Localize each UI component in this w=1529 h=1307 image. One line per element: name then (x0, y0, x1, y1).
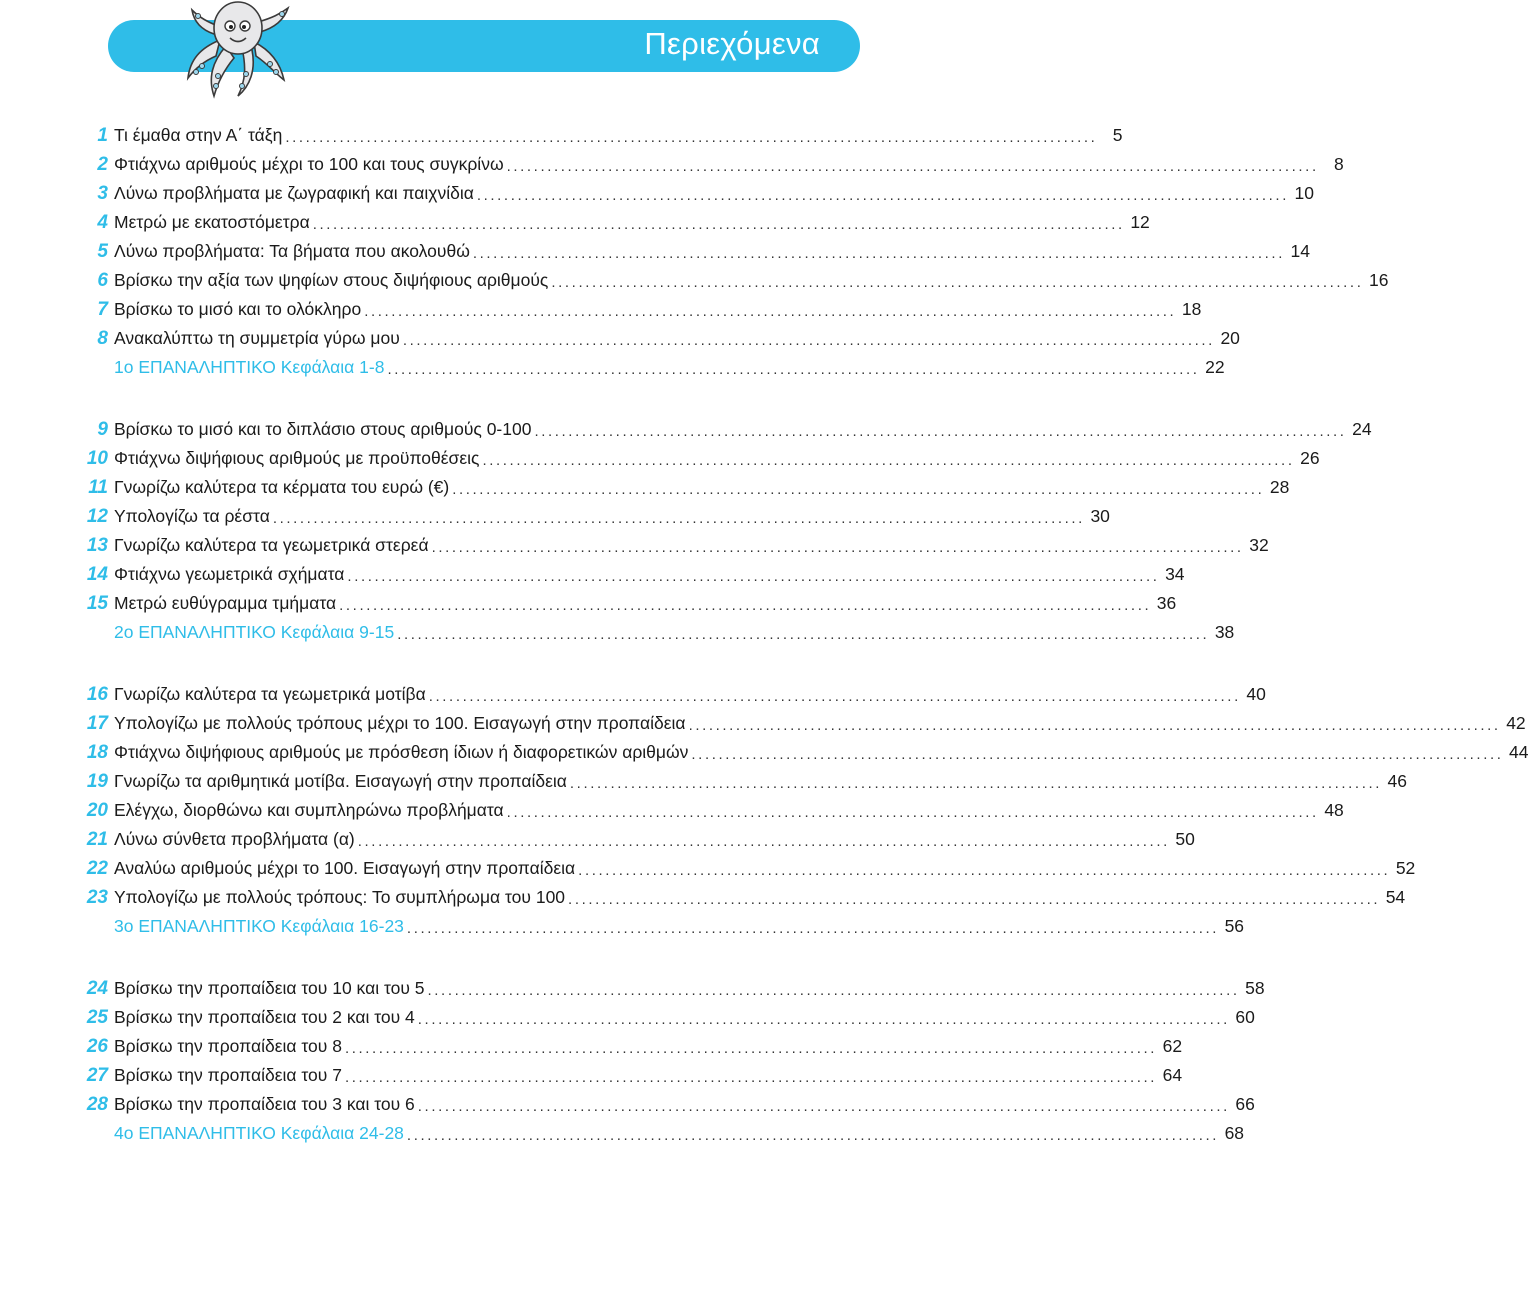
chapter-number: 11 (88, 476, 108, 498)
toc-row[interactable] (70, 150, 1344, 179)
page-number: 52 (1395, 858, 1416, 878)
dot-leader: ........................................................................................................................ (569, 775, 1383, 792)
page-number: 46 (1387, 771, 1408, 791)
dot-leader: ........................................................................................................................ (691, 746, 1504, 763)
chapter-title: Γνωρίζω καλύτερα τα κέρματα του ευρώ (€) (114, 477, 450, 497)
dot-leader: ........................................................................................................................ (285, 129, 1098, 146)
dot-leader: ........................................................................................................................ (397, 626, 1210, 643)
chapter-title: Φτιάχνω γεωμετρικά σχήματα (114, 564, 345, 584)
chapter-number: 22 (86, 857, 108, 879)
page-title: Περιεχόμενα (644, 26, 820, 61)
dot-leader: ........................................................................................................................ (427, 982, 1240, 999)
page-number: 5 (1112, 125, 1123, 145)
chapter-title: Βρίσκω την προπαίδεια του 7 (114, 1065, 342, 1085)
page-number: 24 (1352, 419, 1372, 439)
dot-leader: ........................................................................................................................ (402, 332, 1215, 349)
toc-row[interactable] (70, 502, 1110, 531)
chapter-title: Γνωρίζω καλύτερα τα γεωμετρικά στερεά (114, 535, 429, 555)
page-number: 68 (1224, 1123, 1245, 1143)
page-number: 36 (1156, 593, 1177, 613)
toc-row[interactable] (70, 295, 1202, 324)
dot-leader: ........................................................................................................................ (482, 452, 1295, 469)
dot-leader: ........................................................................................................................ (476, 187, 1289, 204)
toc-review-row[interactable] (70, 353, 1225, 382)
dot-leader: ........................................................................................................................ (506, 158, 1319, 175)
toc-row[interactable] (70, 444, 1320, 473)
toc-row[interactable] (70, 237, 1310, 266)
chapter-title: 4ο ΕΠΑΝΑΛΗΠΤΙΚΟ Κεφάλαια 24-28 (114, 1123, 404, 1143)
chapter-title: Λύνω προβλήματα: Τα βήματα που ακολουθώ (114, 241, 470, 261)
page-number: 28 (1269, 477, 1290, 497)
toc-row[interactable] (70, 738, 1529, 767)
page-number: 18 (1181, 299, 1202, 319)
page-number: 64 (1162, 1065, 1183, 1085)
chapter-number: 10 (86, 447, 108, 469)
chapter-number: 26 (86, 1035, 108, 1057)
toc-row[interactable] (70, 121, 1123, 150)
chapter-number: 23 (86, 886, 108, 908)
chapter-title: Βρίσκω την προπαίδεια του 10 και του 5 (114, 978, 425, 998)
dot-leader: ........................................................................................................................ (272, 510, 1085, 527)
dot-leader: ........................................................................................................................ (387, 361, 1200, 378)
dot-leader: ........................................................................................................................ (578, 862, 1391, 879)
toc-row[interactable] (70, 883, 1406, 912)
chapter-title: Ανακαλύπτω τη συμμετρία γύρω μου (114, 328, 400, 348)
page-number: 40 (1246, 684, 1266, 704)
chapter-number: 6 (97, 269, 108, 291)
chapter-title: Γνωρίζω καλύτερα τα γεωμετρικά μοτίβα (114, 684, 426, 704)
dot-leader: ........................................................................................................................ (534, 423, 1347, 440)
page-number: 58 (1245, 978, 1265, 998)
chapter-number: 8 (97, 327, 108, 349)
page-number: 60 (1235, 1007, 1255, 1027)
toc-review-row[interactable] (70, 912, 1245, 941)
chapter-number: 15 (86, 592, 108, 614)
dot-leader: ........................................................................................................................ (452, 481, 1265, 498)
page-number: 54 (1385, 887, 1406, 907)
chapter-title: Βρίσκω την προπαίδεια του 3 και του 6 (114, 1094, 415, 1114)
dot-leader: ........................................................................................................................ (406, 1127, 1220, 1144)
chapter-number: 19 (86, 770, 108, 792)
chapter-number: 12 (86, 505, 108, 527)
toc-row[interactable] (70, 266, 1389, 295)
dot-leader: ........................................................................................................................ (417, 1098, 1230, 1115)
toc-review-row[interactable] (70, 1119, 1245, 1148)
page-number: 50 (1175, 829, 1195, 849)
chapter-number: 1 (97, 124, 108, 146)
chapter-number: 9 (97, 418, 108, 440)
dot-leader: ........................................................................................................................ (428, 688, 1241, 705)
dot-leader: ........................................................................................................................ (347, 568, 1160, 585)
dot-leader: ........................................................................................................................ (339, 597, 1152, 614)
chapter-title: 1ο ΕΠΑΝΑΛΗΠΤΙΚΟ Κεφάλαια 1-8 (114, 357, 385, 377)
dot-leader: ........................................................................................................................ (551, 274, 1364, 291)
toc-row[interactable] (70, 1090, 1255, 1119)
chapter-number: 28 (86, 1093, 108, 1115)
dot-leader: ........................................................................................................................ (364, 303, 1177, 320)
chapter-title: Λύνω σύνθετα προβλήματα (α) (114, 829, 355, 849)
chapter-number: 20 (86, 799, 108, 821)
chapter-title: Υπολογίζω με πολλούς τρόπους: Το συμπλήρωμα του 100 (114, 887, 566, 907)
page-number: 62 (1162, 1036, 1183, 1056)
chapter-title: 2ο ΕΠΑΝΑΛΗΠΤΙΚΟ Κεφάλαια 9-15 (114, 622, 395, 642)
chapter-number: 3 (97, 182, 108, 204)
chapter-title: Λύνω προβλήματα με ζωγραφική και παιχνίδια (114, 183, 474, 203)
chapter-number: 7 (97, 298, 108, 320)
page-number: 10 (1294, 183, 1314, 203)
toc-row[interactable] (70, 208, 1150, 237)
toc-row[interactable] (70, 796, 1344, 825)
toc-row[interactable] (70, 1061, 1183, 1090)
chapter-title: Υπολογίζω με πολλούς τρόπους μέχρι το 100. Εισαγωγή στην προπαίδεια (114, 713, 686, 733)
page-number: 32 (1249, 535, 1269, 555)
chapter-number: 4 (97, 211, 108, 233)
page-number: 42 (1506, 713, 1526, 733)
chapter-number: 18 (86, 741, 108, 763)
page-number: 16 (1369, 270, 1389, 290)
page-number: 22 (1205, 357, 1225, 377)
chapter-title: 3ο ΕΠΑΝΑΛΗΠΤΙΚΟ Κεφάλαια 16-23 (114, 916, 404, 936)
chapter-number: 25 (86, 1006, 108, 1028)
chapter-number: 24 (86, 977, 108, 999)
chapter-title: Υπολογίζω τα ρέστα (114, 506, 270, 526)
chapter-title: Βρίσκω το μισό και το διπλάσιο στους αριθμούς 0-100 (114, 419, 532, 439)
chapter-number: 27 (86, 1064, 108, 1086)
chapter-title: Φτιάχνω διψήφιους αριθμούς με πρόσθεση ίδιων ή διαφορετικών αριθμών (114, 742, 689, 762)
chapter-title: Φτιάχνω διψήφιους αριθμούς με προϋποθέσεις (114, 448, 480, 468)
dot-leader: ........................................................................................................................ (506, 804, 1319, 821)
page-number: 66 (1235, 1094, 1255, 1114)
page-number: 8 (1333, 154, 1344, 174)
toc-row[interactable] (70, 974, 1265, 1003)
chapter-number: 21 (86, 828, 108, 850)
toc-row[interactable] (70, 709, 1526, 738)
dot-leader: ........................................................................................................................ (688, 717, 1501, 734)
chapter-number: 17 (86, 712, 108, 734)
page-number: 14 (1290, 241, 1310, 261)
dot-leader: ........................................................................................................................ (472, 245, 1285, 262)
chapter-title: Βρίσκω την προπαίδεια του 8 (114, 1036, 342, 1056)
page-number: 26 (1300, 448, 1320, 468)
dot-leader: ........................................................................................................................ (568, 891, 1381, 908)
page-number: 12 (1130, 212, 1150, 232)
toc-row[interactable] (70, 531, 1269, 560)
page-number: 38 (1214, 622, 1235, 642)
page-number: 48 (1324, 800, 1344, 820)
chapter-title: Ελέγχω, διορθώνω και συμπληρώνω προβλήματα (114, 800, 504, 820)
dot-leader: ........................................................................................................................ (344, 1040, 1158, 1057)
page-number: 30 (1090, 506, 1110, 526)
chapter-title: Γνωρίζω τα αριθμητικά μοτίβα. Εισαγωγή στην προπαίδεια (114, 771, 567, 791)
chapter-title: Μετρώ ευθύγραμμα τμήματα (114, 593, 337, 613)
chapter-number: 13 (86, 534, 108, 556)
dot-leader: ........................................................................................................................ (312, 216, 1125, 233)
chapter-title: Φτιάχνω αριθμούς μέχρι το 100 και τους συγκρίνω (114, 154, 504, 174)
toc-review-row[interactable] (70, 618, 1235, 647)
dot-leader: ........................................................................................................................ (417, 1011, 1230, 1028)
chapter-number: 16 (86, 683, 108, 705)
chapter-title: Αναλύω αριθμούς μέχρι το 100. Εισαγωγή στην προπαίδεια (114, 858, 576, 878)
chapter-number: 2 (97, 153, 108, 175)
dot-leader: ........................................................................................................................ (357, 833, 1170, 850)
toc-row[interactable] (70, 324, 1240, 353)
chapter-number: 14 (86, 563, 108, 585)
page-number: 44 (1509, 742, 1529, 762)
toc-row[interactable] (70, 179, 1314, 208)
dot-leader: ........................................................................................................................ (344, 1069, 1158, 1086)
dot-leader: ........................................................................................................................ (431, 539, 1244, 556)
toc-row[interactable] (70, 825, 1195, 854)
toc-row[interactable] (70, 1032, 1183, 1061)
chapter-title: Βρίσκω το μισό και το ολόκληρο (114, 299, 362, 319)
toc-row[interactable] (70, 415, 1372, 444)
toc-row[interactable] (70, 560, 1185, 589)
toc-row[interactable] (70, 1003, 1255, 1032)
toc-row[interactable] (70, 589, 1177, 618)
toc-row[interactable] (70, 680, 1266, 709)
chapter-title: Βρίσκω την αξία των ψηφίων στους διψήφιους αριθμούς (114, 270, 549, 290)
chapter-title: Μετρώ με εκατοστόμετρα (114, 212, 310, 232)
toc-row[interactable] (70, 767, 1408, 796)
chapter-title: Βρίσκω την προπαίδεια του 2 και του 4 (114, 1007, 415, 1027)
toc-row[interactable] (70, 473, 1290, 502)
chapter-title: Τι έμαθα στην Α΄ τάξη (114, 125, 283, 145)
dot-leader: ........................................................................................................................ (406, 920, 1220, 937)
page-number: 20 (1220, 328, 1240, 348)
chapter-number: 5 (97, 240, 108, 262)
page-number: 56 (1224, 916, 1245, 936)
page-number: 34 (1165, 564, 1185, 584)
toc-row[interactable] (70, 854, 1416, 883)
